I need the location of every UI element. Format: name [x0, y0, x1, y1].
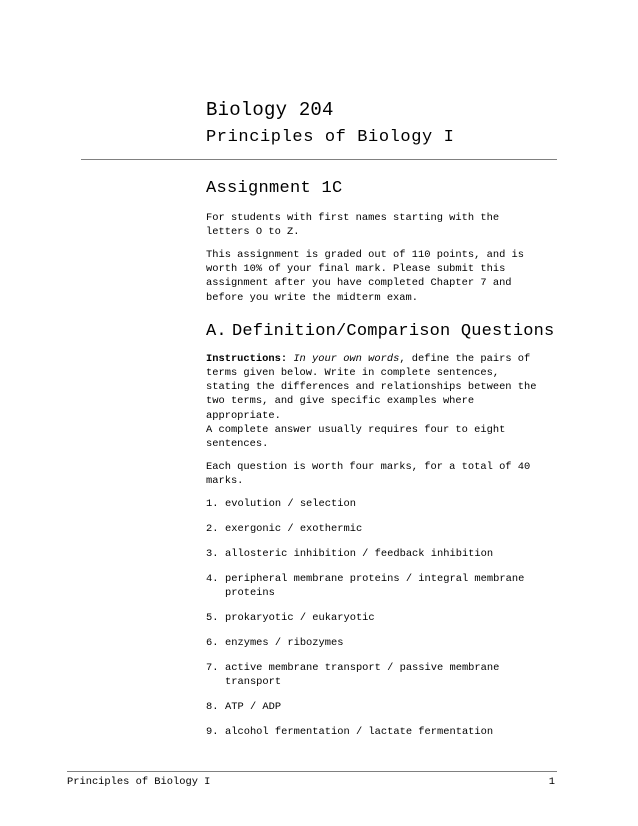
question-item: [206, 700, 564, 714]
question-text: alcohol fermentation / lactate fermentation: [225, 726, 494, 739]
instructions-emphasis: In your own words: [293, 352, 400, 365]
question-number: 7.: [206, 662, 219, 675]
question-text: prokaryotic / eukaryotic: [225, 612, 375, 625]
assignment-details: This assignment is graded out of 110 points, and is worth 10% of your final mark. Please submit this assignment after you have completed Chapter 7 and before you write the midterm exam.: [206, 248, 525, 304]
question-item: [206, 725, 564, 739]
course-name-heading: Principles of Biology I: [206, 128, 455, 147]
course-code-heading: Biology 204: [206, 99, 334, 121]
question-number: 5.: [206, 612, 219, 625]
section-a-number: A.: [206, 321, 227, 341]
question-text: ATP / ADP: [225, 701, 282, 714]
question-item: [206, 661, 564, 689]
footer-course-name: Principles of Biology I: [67, 776, 211, 788]
main-content: [206, 178, 564, 750]
marks-note: Each question is worth four marks, for a total of 40 marks.: [206, 461, 531, 488]
section-a-heading: [206, 321, 564, 343]
question-text: allosteric inhibition / feedback inhibition: [225, 548, 494, 561]
section-a-instructions: [206, 352, 564, 451]
header-divider: [81, 159, 557, 160]
question-number: 1.: [206, 498, 219, 511]
question-text: evolution / selection: [225, 498, 356, 511]
footer-page-number: 1: [548, 776, 555, 788]
instructions-text: , define the pairs of terms given below. Write in complete sentences, stating the differences and relationships between the two terms, and give specific examples where appropriate. A complete answer usually requires four to eight sentences.: [206, 352, 537, 450]
question-number: 6.: [206, 637, 219, 650]
instructions-label: Instructions:: [206, 352, 288, 365]
question-item: [206, 572, 564, 600]
question-number: 3.: [206, 548, 219, 561]
question-number: 9.: [206, 726, 219, 739]
question-item: [206, 636, 564, 650]
footer-divider: [67, 771, 557, 772]
assignment-title: Assignment 1C: [206, 179, 343, 198]
question-text: enzymes / ribozymes: [225, 637, 344, 650]
question-item: [206, 611, 564, 625]
question-list: [206, 497, 564, 740]
question-text: peripheral membrane proteins / integral membrane proteins: [225, 573, 525, 600]
assignment-intro: For students with first names starting with the letters O to Z.: [206, 212, 500, 239]
question-item: [206, 547, 564, 561]
section-a-title: Definition/Comparison Questions: [232, 321, 555, 341]
question-text: active membrane transport / passive membrane transport: [225, 662, 500, 689]
question-number: 8.: [206, 701, 219, 714]
question-number: 4.: [206, 573, 219, 586]
question-item: [206, 497, 564, 511]
question-item: [206, 522, 564, 536]
question-text: exergonic / exothermic: [225, 523, 363, 536]
question-number: 2.: [206, 523, 219, 536]
